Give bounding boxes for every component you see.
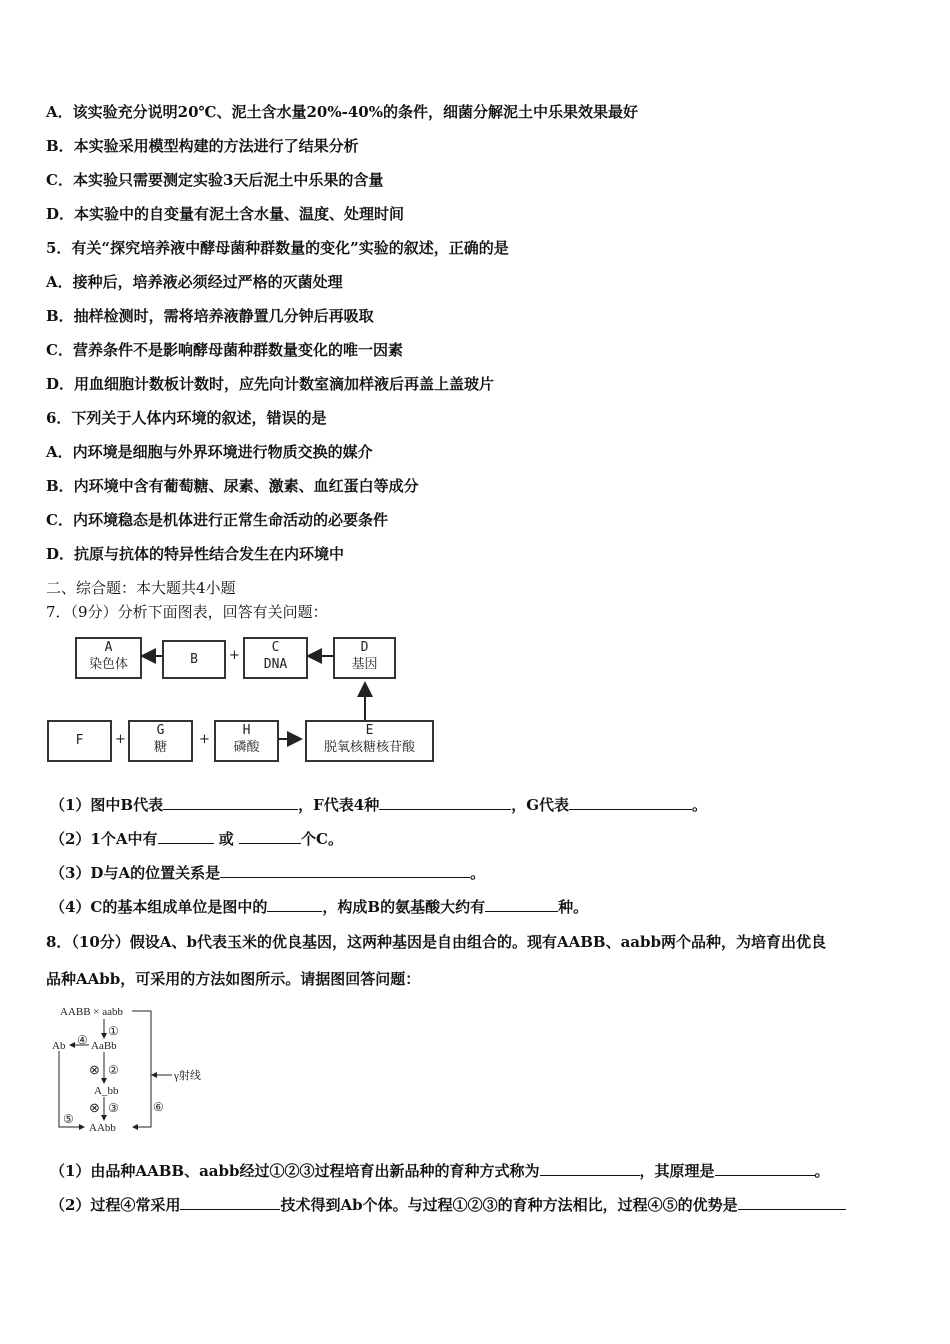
label-a-bb: A_bb: [94, 1085, 119, 1097]
label-step-4: ④: [77, 1033, 88, 1047]
box-d-gene: D 基因: [333, 637, 396, 679]
label-selfing-1: ⊗: [89, 1062, 100, 1077]
q6-option-c: C．内环境稳态是机体进行正常生命活动的必要条件: [46, 511, 388, 529]
q7-subquestion-4: （4）C的基本组成单位是图中的 ，构成B的氨基酸大约有 种。: [50, 898, 589, 916]
q7-subquestion-1: （1）图中B代表 ，F代表4种 ，G代表 。: [50, 796, 708, 814]
answer-blank[interactable]: [180, 1195, 280, 1210]
q6-option-d: D．抗原与抗体的特异性结合发生在内环境中: [46, 545, 345, 563]
label-selfing-2: ⊗: [89, 1100, 100, 1115]
q5-stem: 5．有关“探究培养液中酵母菌种群数量的变化”实验的叙述，正确的是: [46, 239, 509, 257]
answer-blank[interactable]: [540, 1161, 640, 1176]
label-step-6: ⑥: [153, 1100, 164, 1114]
label-step-3: ③: [108, 1101, 119, 1115]
label-step-1: ①: [108, 1024, 119, 1038]
q8-breeding-diagram: [44, 1000, 244, 1140]
box-e-nucleotide: E 脱氧核糖核苷酸: [305, 720, 434, 762]
q4-option-d: D．本实验中的自变量有泥土含水量、温度、处理时间: [46, 205, 405, 223]
plus-sign: +: [199, 732, 210, 747]
answer-blank[interactable]: [485, 897, 558, 912]
q8-stem-line-2: 品种AAbb，可采用的方法如图所示。请据图回答问题：: [46, 970, 421, 988]
answer-blank[interactable]: [715, 1161, 815, 1176]
q5-option-c: C．营养条件不是影响酵母菌种群数量变化的唯一因素: [46, 341, 403, 359]
label-target-aabb: AAbb: [89, 1122, 116, 1134]
label-f1-aabb: AaBb: [91, 1040, 117, 1052]
box-g-sugar: G 糖: [128, 720, 193, 762]
q8-subquestion-2: （2）过程④常采用 技术得到Ab个体。与过程①②③的育种方法相比，过程④⑤的优势是: [50, 1195, 846, 1215]
q6-option-a: A．内环境是细胞与外界环境进行物质交换的媒介: [46, 443, 373, 461]
q5-option-d: D．用血细胞计数板计数时，应先向计数室滴加样液后再盖上盖玻片: [46, 375, 495, 393]
plus-sign: +: [115, 732, 126, 747]
q4-option-a: A．该实验充分说明20℃、泥土含水量20%-40%的条件，细菌分解泥土中乐果效果最好: [46, 103, 638, 121]
q4-option-b: B．本实验采用模型构建的方法进行了结果分析: [46, 137, 359, 155]
box-b: B: [162, 640, 226, 679]
q4-option-c: C．本实验只需要测定实验3天后泥土中乐果的含量: [46, 171, 384, 189]
q8-stem-line-1: 8．（10分）假设A、b代表玉米的优良基因，这两种基因是自由组合的。现有AABB、aabb两个品种，为培育出优良: [46, 933, 826, 951]
q8-subquestion-1: （1）由品种AABB、aabb经过①②③过程培育出新品种的育种方式称为 ，其原理是 。: [50, 1162, 830, 1180]
answer-blank[interactable]: [220, 863, 470, 878]
answer-blank[interactable]: [738, 1195, 846, 1210]
box-c-dna: C DNA: [243, 637, 308, 679]
answer-blank[interactable]: [163, 795, 298, 810]
label-step-5: ⑤: [63, 1112, 74, 1126]
q7-stem: 7．（9分）分析下面图表，回答有关问题：: [46, 603, 328, 621]
answer-blank[interactable]: [158, 829, 214, 844]
label-ab-haploid: Ab: [52, 1040, 66, 1052]
q6-stem: 6．下列关于人体内环境的叙述，错误的是: [46, 409, 327, 427]
q7-subquestion-2: （2）1个A中有 或 个C。: [50, 830, 343, 848]
answer-blank[interactable]: [379, 795, 511, 810]
q5-option-b: B．抽样检测时，需将培养液静置几分钟后再吸取: [46, 307, 374, 325]
answer-blank[interactable]: [267, 897, 322, 912]
section-heading: 二、综合题：本大题共4小题: [46, 579, 236, 597]
answer-blank[interactable]: [569, 795, 692, 810]
label-parent-cross: AABB × aabb: [60, 1006, 124, 1018]
q7-subquestion-3: （3）D与A的位置关系是 。: [50, 864, 486, 882]
answer-blank[interactable]: [239, 829, 301, 844]
q6-option-b: B．内环境中含有葡萄糖、尿素、激素、血红蛋白等成分: [46, 477, 419, 495]
box-f: F: [47, 720, 112, 762]
label-step-2: ②: [108, 1063, 119, 1077]
box-a-chromosome: A 染色体: [75, 637, 142, 679]
plus-sign: +: [229, 648, 240, 663]
label-gamma-ray: γ射线: [174, 1070, 201, 1082]
q5-option-a: A．接种后，培养液必须经过严格的灭菌处理: [46, 273, 343, 291]
box-h-phosphate: H 磷酸: [214, 720, 279, 762]
